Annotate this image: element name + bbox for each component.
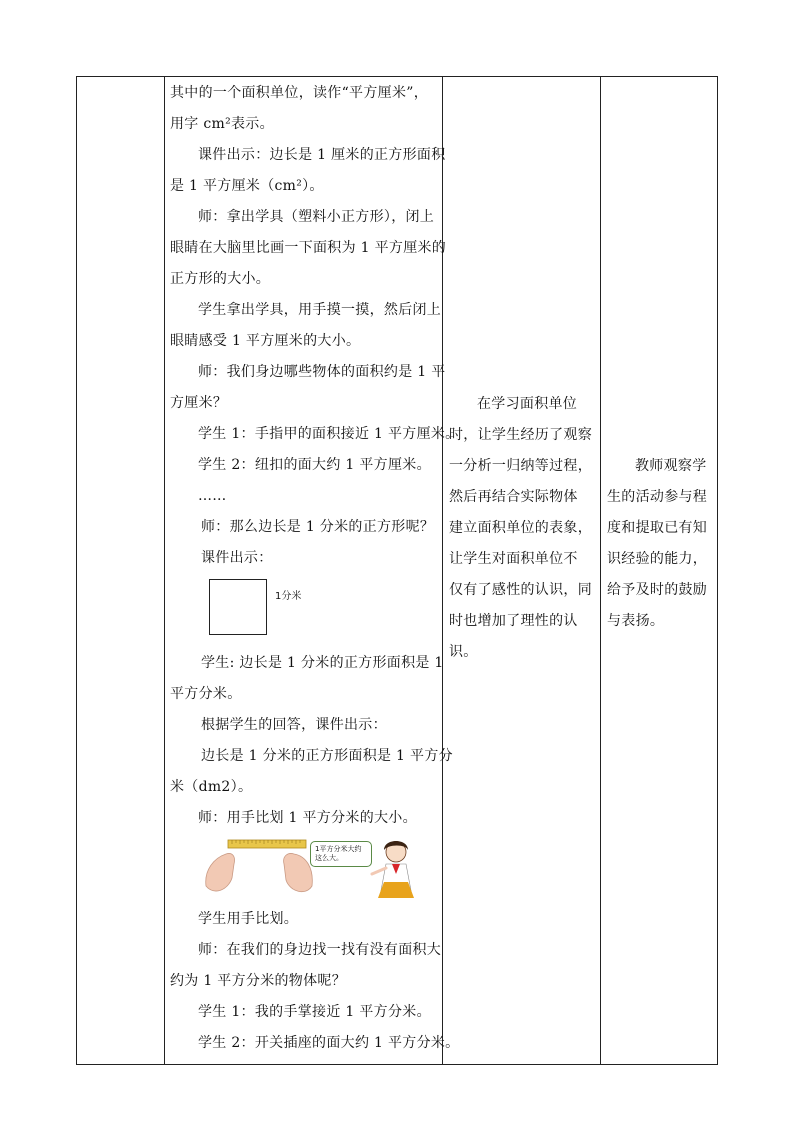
speech-bubble: 1平方分米大约这么大。 [310,841,372,867]
text-line: 课件出示：边长是 1 厘米的正方形面积 [198,147,446,163]
text-line: 师：拿出学具（塑料小正方形），闭上 [198,209,435,225]
column-divider [600,77,601,1064]
text-line: 学生用手比划。 [198,911,299,927]
text-line: 学生 1：我的手掌接近 1 平方分米。 [198,1004,431,1020]
text-line: 与表扬。 [607,613,665,629]
text-line: 用字 cm²表示。 [170,116,274,132]
text-line: 方厘米？ [170,395,228,411]
text-line: 其中的一个面积单位，读作“平方厘米”， [170,85,429,101]
text-line: 是 1 平方厘米（cm²）。 [170,178,324,194]
text-line: 根据学生的回答，课件出示： [201,717,387,733]
text-line: 建立面积单位的表象， [449,520,592,536]
text-line: 师：在我们的身边找一找有没有面积大 [198,942,442,958]
text-line: 学生: 边长是 1 分米的正方形面积是 1 [201,655,444,671]
square-shape [209,579,267,635]
design-intent-cell [449,389,599,668]
text-line: 时也增加了理性的认 [449,613,578,629]
square-label: 1分米 [275,591,302,602]
text-line: 眼睛感受 1 平方厘米的大小。 [170,333,361,349]
text-line: 识。 [449,644,478,660]
text-line: 眼睛在大脑里比画一下面积为 1 平方厘米的 [170,240,447,256]
text-line: 边长是 1 分米的正方形面积是 1 平方分 [201,748,453,764]
text-line: 然后再结合实际物体 [449,489,578,505]
assessment-cell [607,451,713,637]
column-divider [164,77,165,1064]
text-line: 师：我们身边哪些物体的面积约是 1 平 [198,364,446,380]
text-line: 课件出示： [201,550,273,566]
text-line: 平方分米。 [170,686,242,702]
column-divider [442,77,443,1064]
text-line: 时，让学生经历了观察 [449,427,592,443]
text-line: 正方形的大小。 [170,271,271,287]
text-line: 师：那么边长是 1 分米的正方形呢？ [201,519,435,535]
text-line: 学生 2：开关插座的面大约 1 平方分米。 [198,1035,460,1051]
lesson-table [76,76,718,1065]
text-line: 约为 1 平方分米的物体呢？ [170,973,347,989]
text-line: 师：用手比划 1 平方分米的大小。 [198,810,417,826]
text-line: 仅有了感性的认识，同 [449,582,592,598]
text-line: 一分析一归纳等过程， [449,458,592,474]
text-line: 给予及时的鼓励 [607,582,708,598]
text-line: 让学生对面积单位不 [449,551,578,567]
hand-measure-illustration [170,834,442,904]
text-line: 学生拿出学具，用手摸一摸，然后闭上 [198,302,442,318]
text-line: 米（dm2）。 [170,779,253,795]
text-line: 识经验的能力， [607,551,708,567]
teaching-process-cell [170,78,460,1059]
text-line: 教师观察学 [635,458,707,474]
ruler-hands-graphic [170,834,442,904]
text-line: 度和提取已有知 [607,520,708,536]
text-line: 在学习面积单位 [477,396,578,412]
text-line: …… [198,488,227,504]
text-line: 学生 2：纽扣的面大约 1 平方厘米。 [198,457,431,473]
square-diagram [170,574,442,648]
text-line: 学生 1：手指甲的面积接近 1 平方厘米。 [198,426,460,442]
text-line: 生的活动参与程 [607,489,708,505]
